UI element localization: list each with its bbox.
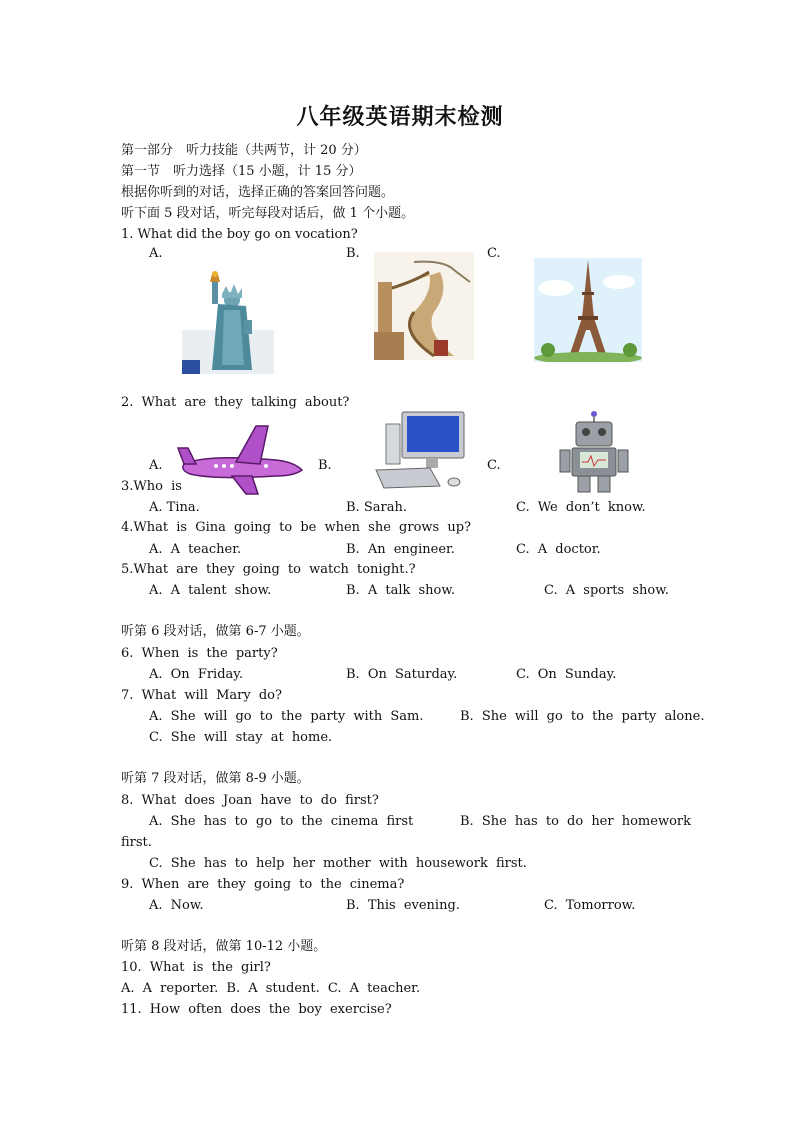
option-c: C. She has to help her mother with housework first. [149,856,527,871]
option-a: A. Tina. [149,500,200,515]
option-b: B. Sarah. [346,500,407,515]
section-instruction: 听第 8 段对话，做第 10-12 小题。 [121,939,327,954]
question-8: 8. What does Joan have to do first? [121,793,379,808]
page-title: 八年级英语期末检测 [296,104,504,130]
option-a: A. A talent show. [149,583,272,598]
options-line: A. A reporter. B. A student. C. A teacher. [121,981,421,996]
question-2: 2. What are they talking about? [121,395,350,410]
option-b: B. She will go to the party alone. [460,709,705,724]
option-c: C. A sports show. [544,583,669,598]
question-6: 6. When is the party? [121,646,278,661]
option-c: C. A doctor. [516,542,601,557]
section-instruction: 听第 7 段对话，做第 8-9 小题。 [121,771,310,786]
eiffel-tower-icon [534,258,642,362]
option-label: B. [346,246,360,261]
option-label: C. [487,458,501,473]
option-c: C. She will stay at home. [149,730,333,745]
question-1: 1. What did the boy go on vocation? [121,227,358,242]
statue-of-liberty-icon [182,270,274,374]
option-label: C. [487,246,501,261]
part-heading: 第一部分 听力技能（共两节，计 20 分） [121,143,367,158]
question-9: 9. When are they going to the cinema? [121,877,405,892]
question-3: 3.Who is [121,479,182,494]
section-instruction: 听第 6 段对话，做第 6-7 小题。 [121,624,310,639]
option-a: A. A teacher. [149,542,242,557]
great-wall-icon [374,252,474,360]
option-a: A. On Friday. [149,667,244,682]
option-c: C. Tomorrow. [544,898,636,913]
instruction-line: 根据你听到的对话，选择正确的答案回答问题。 [121,185,395,200]
instruction-line: 听下面 5 段对话，听完每段对话后，做 1 个小题。 [121,206,415,221]
option-b: B. On Saturday. [346,667,458,682]
option-a: A. She has to go to the cinema first [149,814,414,829]
robot-icon [558,410,630,496]
question-7: 7. What will Mary do? [121,688,282,703]
question-5: 5.What are they going to watch tonight.? [121,562,416,577]
option-label: A. [149,246,163,261]
option-label: A. [149,458,163,473]
computer-icon [374,410,474,492]
option-b: B. An engineer. [346,542,455,557]
option-b-continued: first. [121,835,152,850]
question-4: 4.What is Gina going to be when she grows up? [121,520,471,535]
option-a: A. She will go to the party with Sam. [149,709,424,724]
option-b: B. She has to do her homework [460,814,691,829]
airplane-icon [176,420,306,496]
option-label: B. [318,458,332,473]
option-a: A. Now. [149,898,204,913]
option-c: C. We don’t know. [516,500,646,515]
question-10: 10. What is the girl? [121,960,271,975]
section-heading: 第一节 听力选择（15 小题，计 15 分） [121,164,362,179]
option-b: B. This evening. [346,898,460,913]
option-b: B. A talk show. [346,583,456,598]
question-11: 11. How often does the boy exercise? [121,1002,392,1017]
option-c: C. On Sunday. [516,667,617,682]
